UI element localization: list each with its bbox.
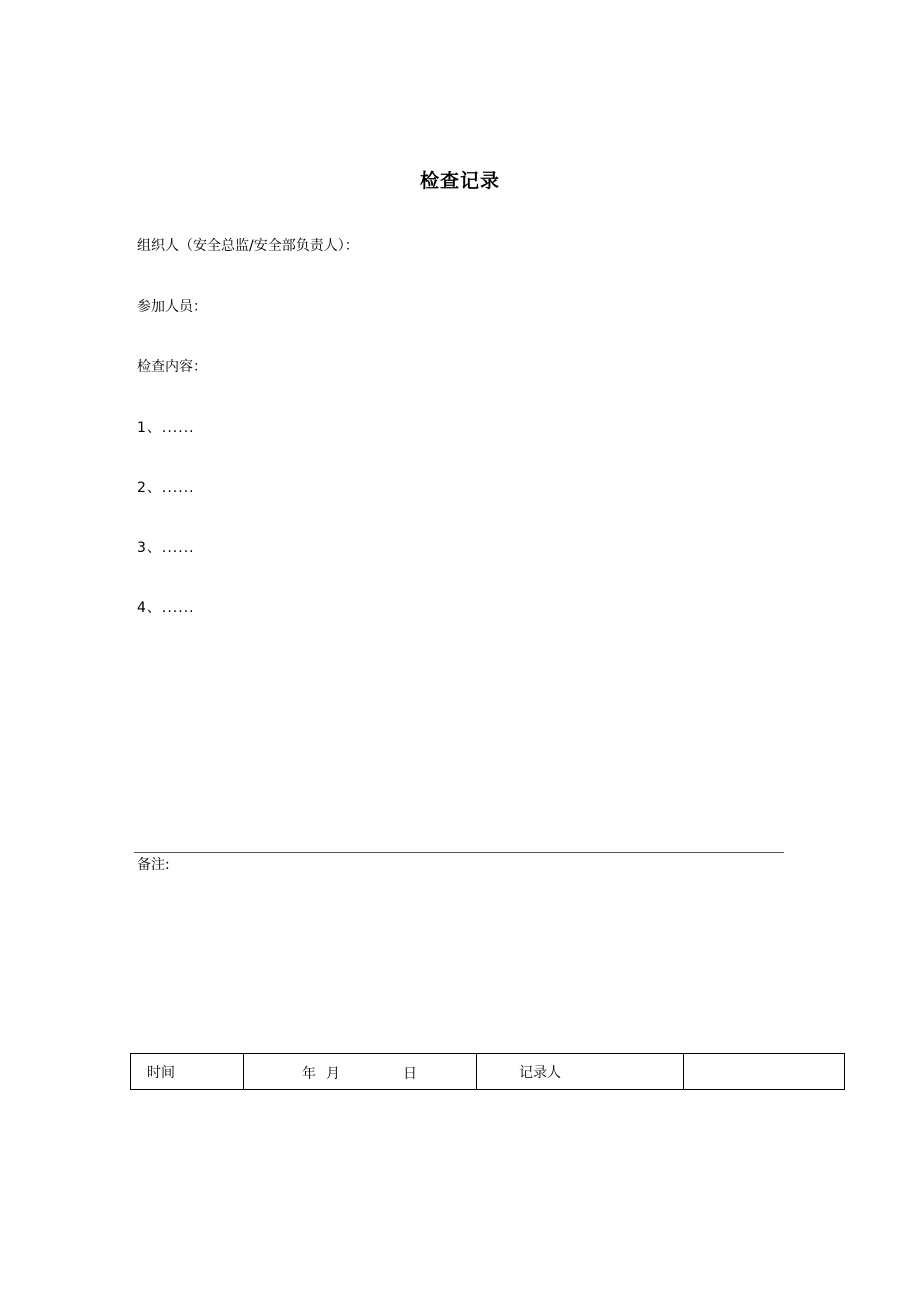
remarks-label: 备注: bbox=[137, 857, 170, 873]
page-title: 检查记录 bbox=[419, 170, 500, 192]
date-field[interactable] bbox=[244, 1054, 477, 1090]
month-label: 月 bbox=[326, 1066, 340, 1082]
recorder-label: 记录人 bbox=[477, 1054, 684, 1090]
day-label: 日 bbox=[403, 1066, 417, 1082]
footer-table bbox=[130, 1053, 845, 1090]
footer-row bbox=[131, 1054, 845, 1090]
list-item: 2、...... bbox=[137, 480, 195, 496]
list-item: 3、...... bbox=[137, 540, 195, 556]
year-label: 年 bbox=[302, 1066, 316, 1082]
list-item: 1、...... bbox=[137, 420, 195, 436]
content-label: 检查内容： bbox=[137, 359, 207, 375]
participants-label: 参加人员： bbox=[137, 299, 207, 315]
recorder-field[interactable] bbox=[684, 1054, 845, 1090]
list-item: 4、...... bbox=[137, 600, 195, 616]
section-divider bbox=[134, 852, 784, 853]
time-label: 时间 bbox=[131, 1054, 244, 1090]
organizer-label: 组织人（安全总监/安全部负责人）： bbox=[137, 238, 359, 254]
